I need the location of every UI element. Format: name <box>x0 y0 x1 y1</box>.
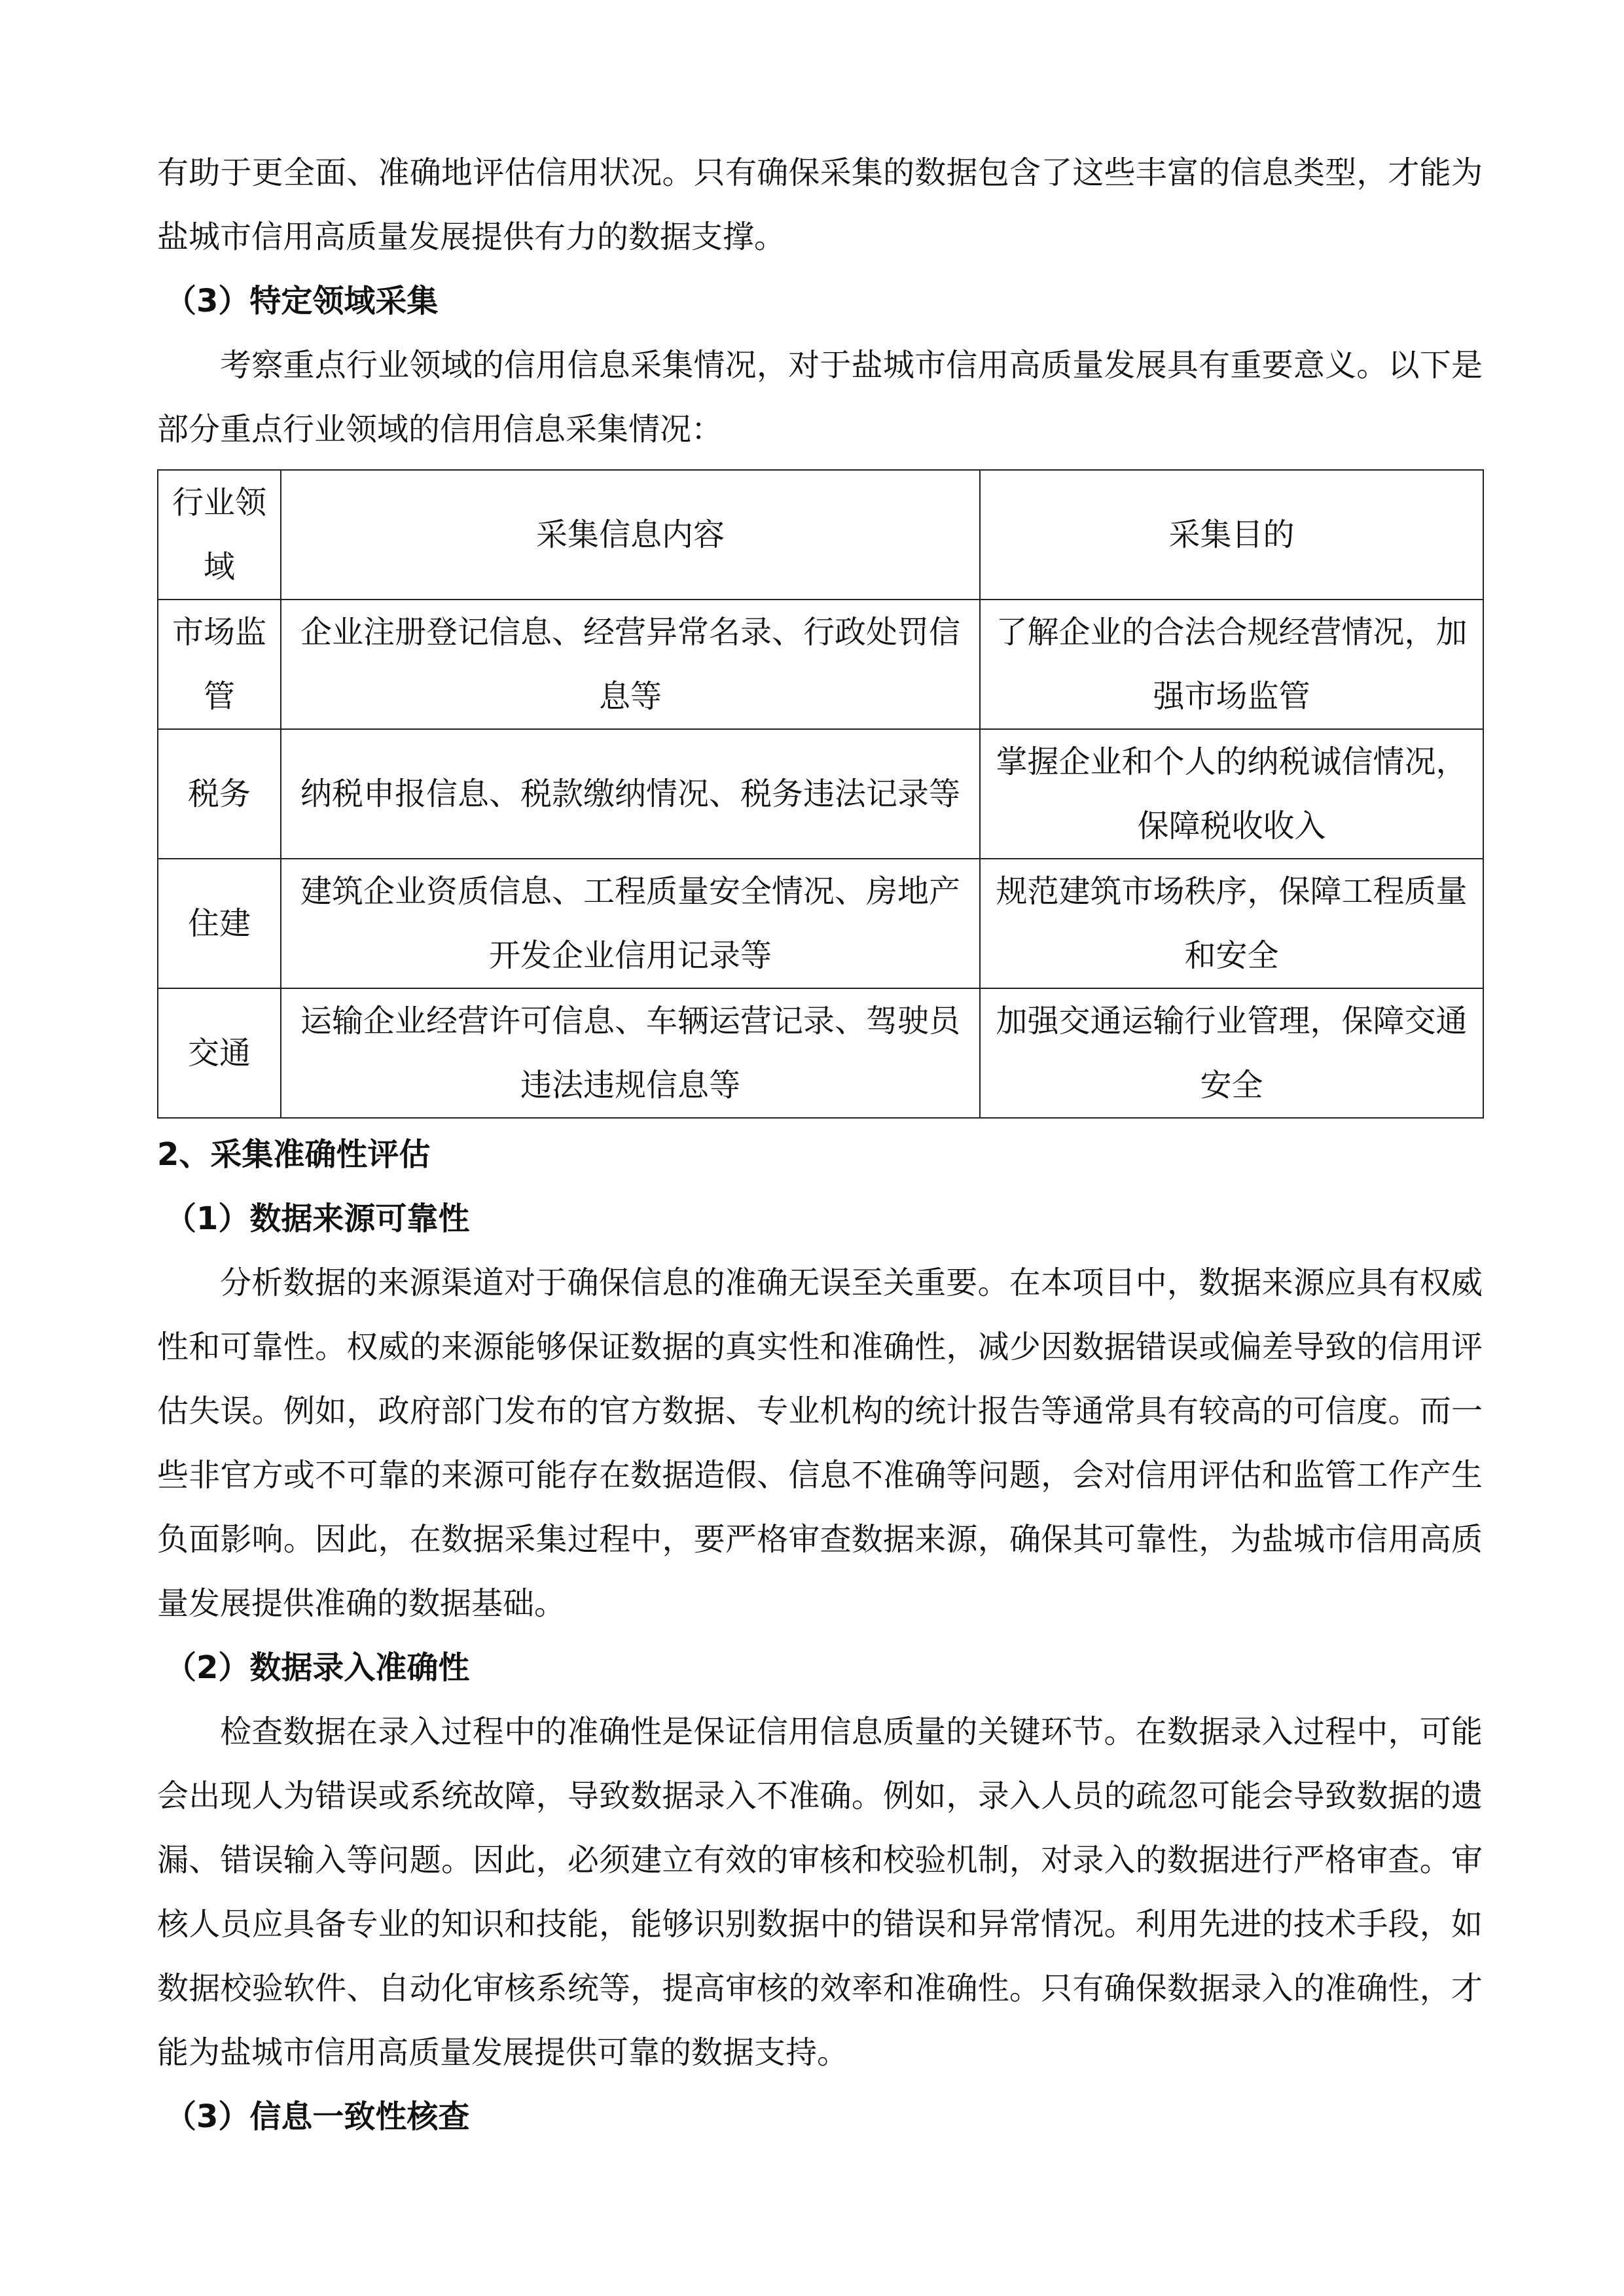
cell-purpose: 加强交通运输行业管理，保障交通安全 <box>980 988 1483 1118</box>
field-collection-table <box>157 469 1484 1119</box>
cell-field: 交通 <box>158 988 281 1118</box>
cell-purpose: 掌握企业和个人的纳税诚信情况，保障税收收入 <box>980 729 1483 859</box>
table-row <box>158 600 1483 729</box>
cell-field: 市场监管 <box>158 600 281 729</box>
cell-field: 税务 <box>158 729 281 859</box>
heading-source-reliability: （1）数据来源可靠性 <box>165 1200 470 1237</box>
header-field: 行业领域 <box>158 470 281 600</box>
paragraph-entry-accuracy: 检查数据在录入过程中的准确性是保证信用信息质量的关键环节。在数据录入过程中，可能会出现人为错误或系统故障，导致数据录入不准确。例如，录入人员的疏忽可能会导致数据的遗漏、错误输入等问题。因此，必须建立有效的审核和校验机制，对录入的数据进行严格审查。审核人员应具备专业的知识和技能，能够识别数据中的错误和异常情况。利用先进的技术手段，如数据校验软件、自动化审核系统等，提高审核的效率和准确性。只有确保数据录入的准确性，才能为盐城市信用高质量发展提供可靠的数据支持。 <box>157 1713 1483 2071</box>
heading-entry-accuracy: （2）数据录入准确性 <box>165 1649 470 1686</box>
cell-content: 建筑企业资质信息、工程质量安全情况、房地产开发企业信用记录等 <box>281 859 980 988</box>
table-header-row <box>158 470 1483 600</box>
header-purpose: 采集目的 <box>980 470 1483 600</box>
table-row <box>158 859 1483 988</box>
cell-purpose: 规范建筑市场秩序，保障工程质量和安全 <box>980 859 1483 988</box>
heading-specific-field: （3）特定领域采集 <box>165 283 439 319</box>
paragraph-source-reliability: 分析数据的来源渠道对于确保信息的准确无误至关重要。在本项目中，数据来源应具有权威性和可靠性。权威的来源能够保证数据的真实性和准确性，减少因数据错误或偏差导致的信用评估失误。例如，政府部门发布的官方数据、专业机构的统计报告等通常具有较高的可信度。而一些非官方或不可靠的来源可能存在数据造假、信息不准确等问题，会对信用评估和监管工作产生负面影响。因此，在数据采集过程中，要严格审查数据来源，确保其可靠性，为盐城市信用高质量发展提供准确的数据基础。 <box>157 1265 1483 1622</box>
heading-consistency-check: （3）信息一致性核查 <box>165 2098 470 2135</box>
document-page <box>157 141 1483 2149</box>
heading-accuracy-assessment: 2、采集准确性评估 <box>157 1136 431 1173</box>
paragraph-field-overview: 考察重点行业领域的信用信息采集情况，对于盐城市信用高质量发展具有重要意义。以下是部分重点行业领域的信用信息采集情况： <box>157 347 1483 448</box>
cell-content: 运输企业经营许可信息、车辆运营记录、驾驶员违法违规信息等 <box>281 988 980 1118</box>
header-content: 采集信息内容 <box>281 470 980 600</box>
table-row <box>158 729 1483 859</box>
table-row <box>158 988 1483 1118</box>
cell-content: 企业注册登记信息、经营异常名录、行政处罚信息等 <box>281 600 980 729</box>
cell-content: 纳税申报信息、税款缴纳情况、税务违法记录等 <box>281 729 980 859</box>
cell-purpose: 了解企业的合法合规经营情况，加强市场监管 <box>980 600 1483 729</box>
cell-field: 住建 <box>158 859 281 988</box>
paragraph-intro: 有助于更全面、准确地评估信用状况。只有确保采集的数据包含了这些丰富的信息类型，才能为盐城市信用高质量发展提供有力的数据支撑。 <box>157 154 1483 255</box>
